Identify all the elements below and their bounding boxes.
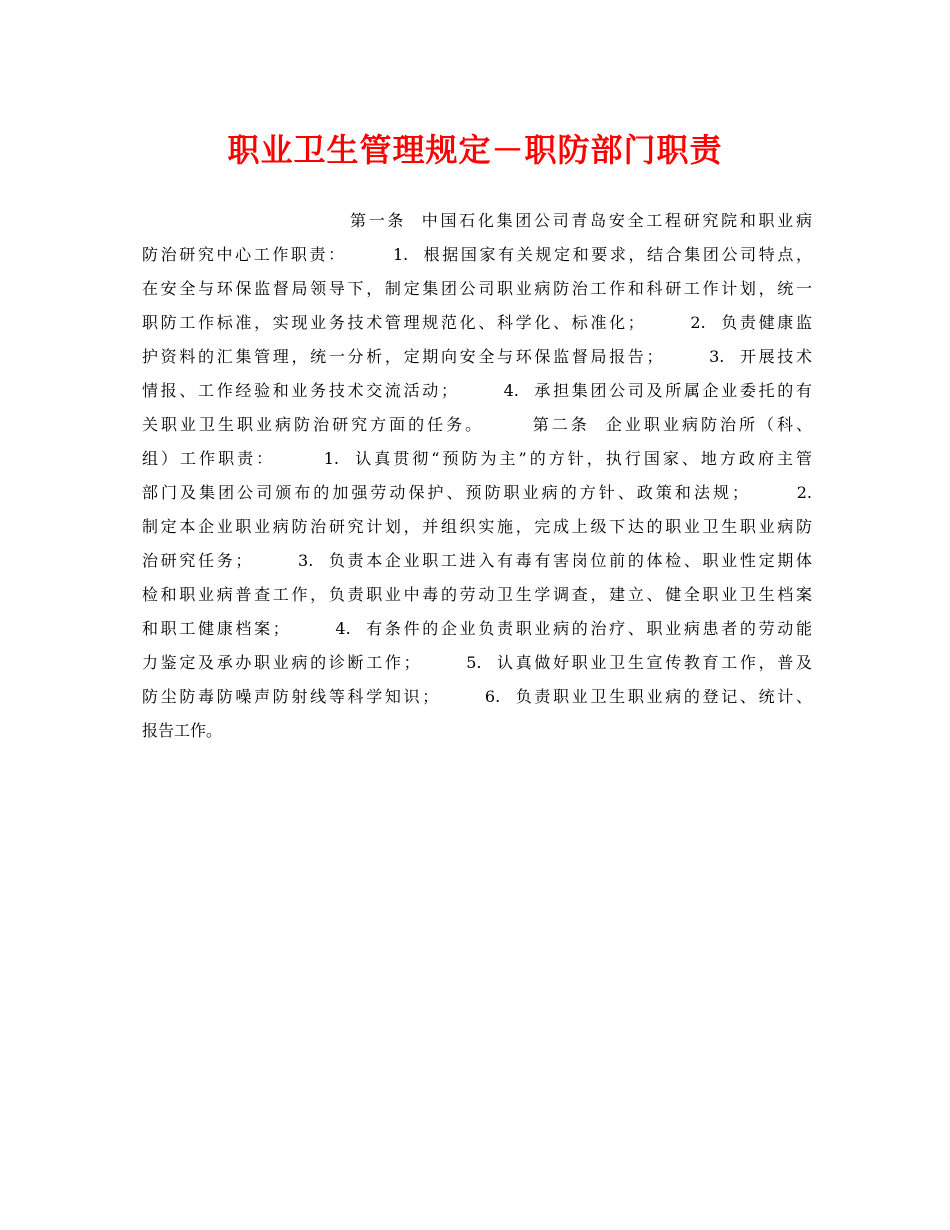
document-body (142, 204, 812, 748)
body-line: 部门及集团公司颁布的加强劳动保护、预防职业病的方针、政策和法规； 2. (142, 483, 812, 502)
body-line: 组）工作职责： 1. 认真贯彻“预防为主”的方针，执行国家、地方政府主管 (142, 449, 812, 468)
body-line: 第一条 中国石化集团公司青岛安全工程研究院和职业病 (350, 211, 812, 230)
body-line: 报告工作。 (142, 721, 223, 740)
body-line: 关职业卫生职业病防治研究方面的任务。 第二条 企业职业病防治所（科、 (142, 415, 812, 434)
body-line: 防尘防毒防噪声防射线等科学知识； 6. 负责职业卫生职业病的登记、统计、 (142, 687, 812, 706)
body-line: 制定本企业职业病防治研究计划，并组织实施，完成上级下达的职业卫生职业病防 (142, 517, 812, 536)
body-line: 和职工健康档案； 4. 有条件的企业负责职业病的治疗、职业病患者的劳动能 (142, 619, 812, 638)
body-line: 力鉴定及承办职业病的诊断工作； 5. 认真做好职业卫生宣传教育工作，普及 (142, 653, 812, 672)
body-line: 检和职业病普查工作，负责职业中毒的劳动卫生学调查，建立、健全职业卫生档案 (142, 585, 812, 604)
body-line: 在安全与环保监督局领导下，制定集团公司职业病防治工作和科研工作计划，统一 (142, 279, 812, 298)
body-line: 治研究任务； 3. 负责本企业职工进入有毒有害岗位前的体检、职业性定期体 (142, 551, 812, 570)
body-line: 职防工作标准，实现业务技术管理规范化、科学化、标准化； 2. 负责健康监 (142, 313, 812, 332)
body-line: 防治研究中心工作职责： 1. 根据国家有关规定和要求，结合集团公司特点， (142, 245, 812, 264)
body-line: 护资料的汇集管理，统一分析，定期向安全与环保监督局报告； 3. 开展技术 (142, 347, 812, 366)
body-line: 情报、工作经验和业务技术交流活动； 4. 承担集团公司及所属企业委托的有 (142, 381, 812, 400)
document-title: 职业卫生管理规定－职防部门职责 (227, 131, 723, 169)
